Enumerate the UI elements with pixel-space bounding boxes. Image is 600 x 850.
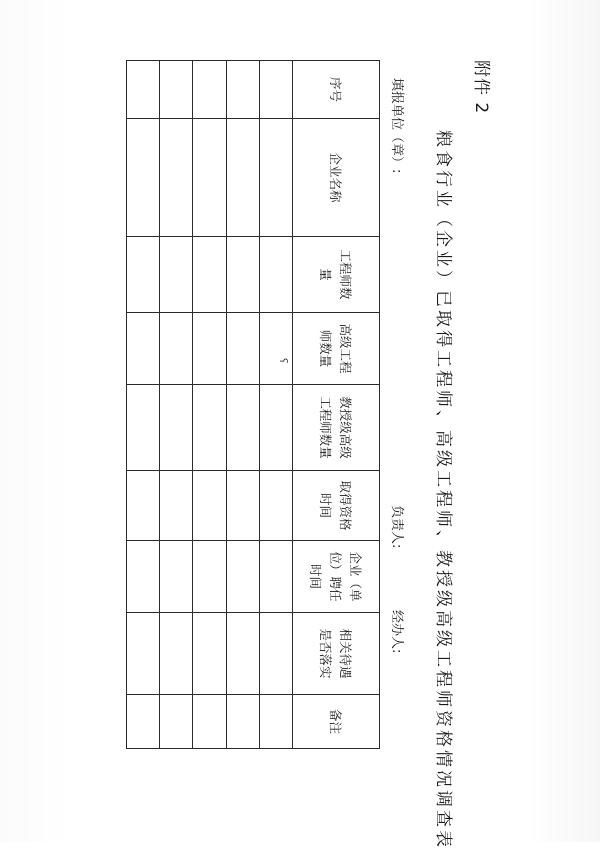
table-cell[interactable]	[127, 313, 160, 385]
table-cell[interactable]	[127, 237, 160, 313]
table-cell[interactable]	[160, 61, 193, 119]
header-cell-seq: 序号	[293, 61, 380, 119]
table-cell[interactable]	[193, 695, 226, 749]
table-cell[interactable]	[226, 119, 259, 237]
table-cell[interactable]	[160, 119, 193, 237]
table-cell[interactable]	[160, 541, 193, 613]
table-cell[interactable]	[160, 471, 193, 541]
header-cell-engineer-count: 工程师数 量	[293, 237, 380, 313]
table-cell[interactable]	[193, 61, 226, 119]
table-cell[interactable]	[259, 385, 292, 471]
table-row	[193, 61, 226, 749]
table-cell[interactable]	[259, 613, 292, 695]
header-cell-qualification-time: 取得资格 时间	[293, 471, 380, 541]
table-cell[interactable]	[193, 313, 226, 385]
fill-unit-label: 填报单位（章）:	[389, 78, 404, 174]
table-cell[interactable]	[259, 237, 292, 313]
header-cell-benefits-implemented: 相关待遇 是否落实	[293, 613, 380, 695]
table-cell[interactable]	[226, 313, 259, 385]
table-cell[interactable]	[226, 385, 259, 471]
table-cell[interactable]	[127, 61, 160, 119]
table-cell[interactable]	[127, 119, 160, 237]
table-cell[interactable]	[127, 695, 160, 749]
table-cell[interactable]	[193, 385, 226, 471]
table-cell[interactable]	[226, 541, 259, 613]
header-cell-professor-engineer-count: 教授级高级 工程师数量	[293, 385, 380, 471]
table-cell[interactable]	[127, 541, 160, 613]
stray-pen-mark: ʕ	[277, 358, 290, 364]
header-cell-remarks: 备注	[293, 695, 380, 749]
responsible-person-label: 负责人:	[389, 505, 404, 549]
table-cell[interactable]	[193, 541, 226, 613]
table-cell[interactable]	[127, 385, 160, 471]
table-cell[interactable]	[259, 119, 292, 237]
table-cell[interactable]	[127, 471, 160, 541]
table-cell[interactable]	[160, 237, 193, 313]
survey-table	[126, 60, 380, 749]
table-cell[interactable]	[226, 61, 259, 119]
table-cell[interactable]	[259, 313, 292, 385]
header-cell-company: 企业名称	[293, 119, 380, 237]
table-row	[127, 61, 160, 749]
attachment-label: 附件 2	[471, 60, 491, 115]
rotated-document	[120, 60, 500, 850]
table-cell[interactable]	[259, 541, 292, 613]
table-cell[interactable]	[226, 237, 259, 313]
table-cell[interactable]	[160, 695, 193, 749]
table-cell[interactable]	[193, 119, 226, 237]
header-row	[293, 61, 380, 749]
table-cell[interactable]	[226, 471, 259, 541]
table-cell[interactable]	[193, 471, 226, 541]
table-row	[259, 61, 292, 749]
table-cell[interactable]	[127, 613, 160, 695]
table-cell[interactable]	[160, 613, 193, 695]
table-cell[interactable]	[259, 471, 292, 541]
header-cell-appointment-time: 企业（单 位）聘任 时间	[293, 541, 380, 613]
table-cell[interactable]	[259, 61, 292, 119]
table-cell[interactable]	[226, 695, 259, 749]
table-cell[interactable]	[160, 385, 193, 471]
table-cell[interactable]	[259, 695, 292, 749]
table-cell[interactable]	[193, 237, 226, 313]
table-row	[160, 61, 193, 749]
table-cell[interactable]	[193, 613, 226, 695]
table-cell[interactable]	[226, 613, 259, 695]
page-title: 粮食行业（企业）已取得工程师、高级工程师、教授级高级工程师资格情况调查表	[433, 130, 453, 850]
handler-label: 经办人:	[389, 610, 404, 654]
table-row	[226, 61, 259, 749]
table-cell[interactable]	[160, 313, 193, 385]
header-cell-senior-engineer-count: 高级工程 师数量	[293, 313, 380, 385]
